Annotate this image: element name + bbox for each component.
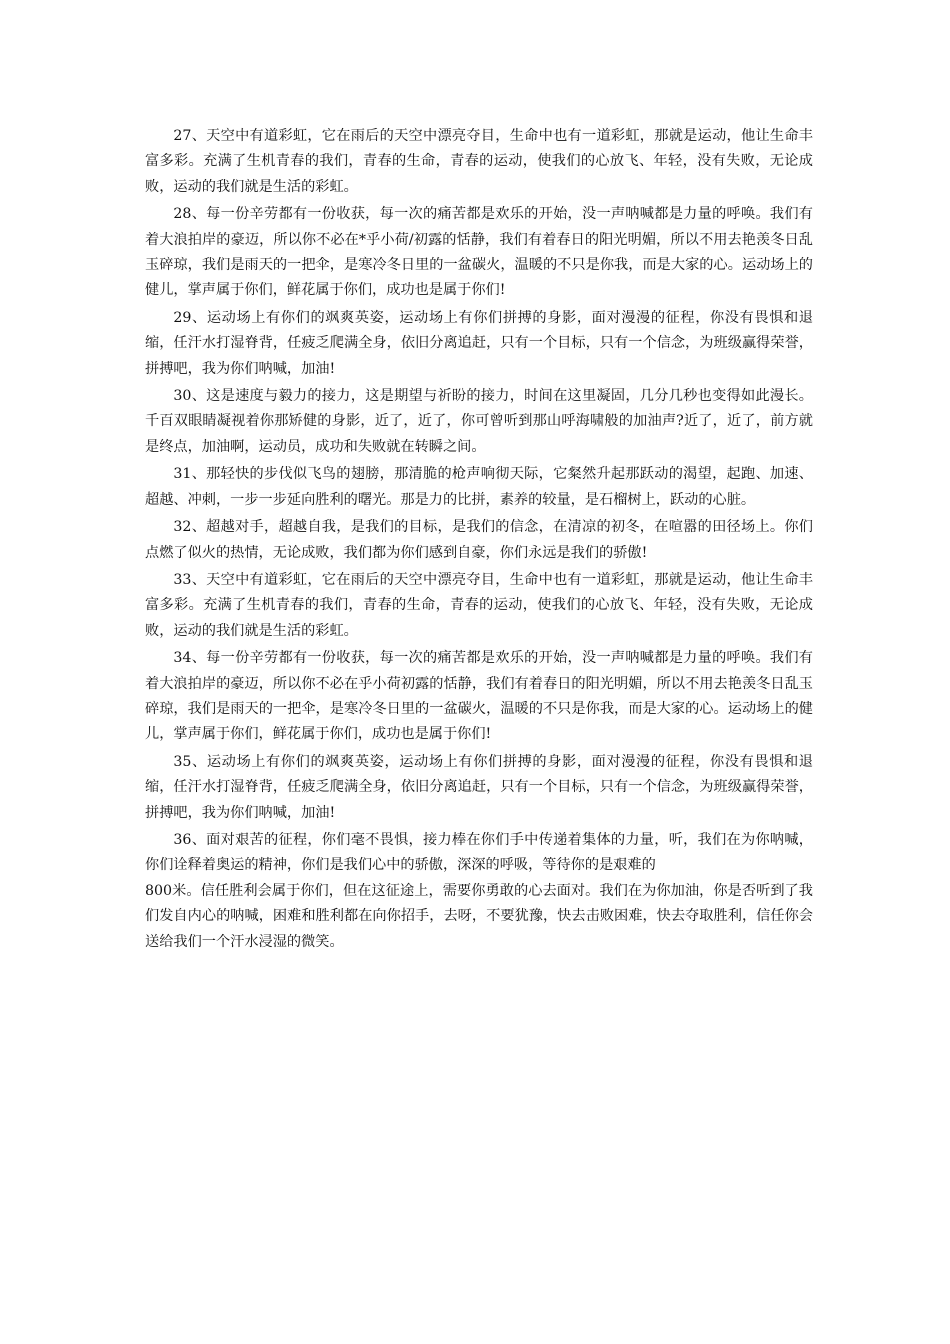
paragraph-36: 36、面对艰苦的征程，你们毫不畏惧，接力棒在你们手中传递着集体的力量，听，我们在为你呐喊，你们诠释着奥运的精神，你们是我们心中的骄傲，深深的呼吸，等待你的是艰难的 800米。信任胜利会属于你们，但在这征途上，需要你勇敢的心去面对。我们在为你加油，你是否听到了我们发自内心的呐喊，困难和胜利都在向你招手，去呀，不要犹豫，快去击败困难，快去夺取胜利，信任你会送给我们一个汗水浸湿的微笑。: [145, 831, 813, 950]
paragraph-33: 33、天空中有道彩虹，它在雨后的天空中漂亮夺目，生命中也有一道彩虹，那就是运动，他让生命丰富多彩。充满了生机青春的我们，青春的生命，青春的运动，使我们的心放飞、年轻，没有失败，无论成败，运动的我们就是生活的彩虹。: [145, 571, 813, 639]
paragraph-35: 35、运动场上有你们的飒爽英姿，运动场上有你们拼搏的身影，面对漫漫的征程，你没有畏惧和退缩，任汗水打湿脊背，任疲乏爬满全身，依旧分离追赶，只有一个目标，只有一个信念，为班级赢得荣誉，拼搏吧，我为你们呐喊，加油!: [145, 753, 813, 821]
paragraph-34: 34、每一份辛劳都有一份收获，每一次的痛苦都是欢乐的开始，没一声呐喊都是力量的呼唤。我们有着大浪拍岸的豪迈，所以你不必在乎小荷初露的恬静，我们有着春日的阳光明媚，所以不用去艳羡冬日乱玉碎琼，我们是雨天的一把伞，是寒冷冬日里的一盆碳火，温暖的不只是你我，而是大家的心。运动场上的健儿，掌声属于你们，鲜花属于你们，成功也是属于你们!: [145, 650, 813, 743]
paragraph-30: 30、这是速度与毅力的接力，这是期望与祈盼的接力，时间在这里凝固，几分几秒也变得如此漫长。千百双眼睛凝视着你那矫健的身影，近了，近了，你可曾听到那山呼海啸般的加油声?近了，近了，前方就是终点，加油啊，运动员，成功和失败就在转瞬之间。: [145, 388, 813, 455]
paragraph-31: 31、那轻快的步伐似飞鸟的翅膀，那清脆的枪声响彻天际，它粲然升起那跃动的渴望，起跑、加速、超越、冲刺，一步一步延向胜利的曙光。那是力的比拼，素养的较量，是石榴树上，跃动的心脏。: [145, 466, 813, 508]
paragraph-27: 27、天空中有道彩虹，它在雨后的天空中漂亮夺目，生命中也有一道彩虹，那就是运动，他让生命丰富多彩。充满了生机青春的我们，青春的生命，青春的运动，使我们的心放飞、年轻，没有失败，无论成败，运动的我们就是生活的彩虹。: [145, 128, 813, 195]
paragraph-28: 28、每一份辛劳都有一份收获，每一次的痛苦都是欢乐的开始，没一声呐喊都是力量的呼唤。我们有着大浪拍岸的豪迈，所以你不必在*乎小荷/初露的恬静，我们有着春日的阳光明媚，所以不用去艳羡冬日乱玉碎琼，我们是雨天的一把伞，是寒冷冬日里的一盆碳火，温暖的不只是你我，而是大家的心。运动场上的健儿，掌声属于你们，鲜花属于你们，成功也是属于你们!: [145, 206, 813, 299]
paragraph-29: 29、运动场上有你们的飒爽英姿，运动场上有你们拼搏的身影，面对漫漫的征程，你没有畏惧和退缩，任汗水打湿脊背，任疲乏爬满全身，依旧分离追赶，只有一个目标，只有一个信念，为班级赢得荣誉，拼搏吧，我为你们呐喊，加油!: [145, 309, 813, 377]
paragraph-32: 32、超越对手，超越自我，是我们的目标，是我们的信念，在清凉的初冬，在喧嚣的田径场上。你们点燃了似火的热情，无论成败，我们都为你们感到自豪，你们永远是我们的骄傲!: [145, 519, 813, 561]
document-body: [145, 124, 813, 957]
